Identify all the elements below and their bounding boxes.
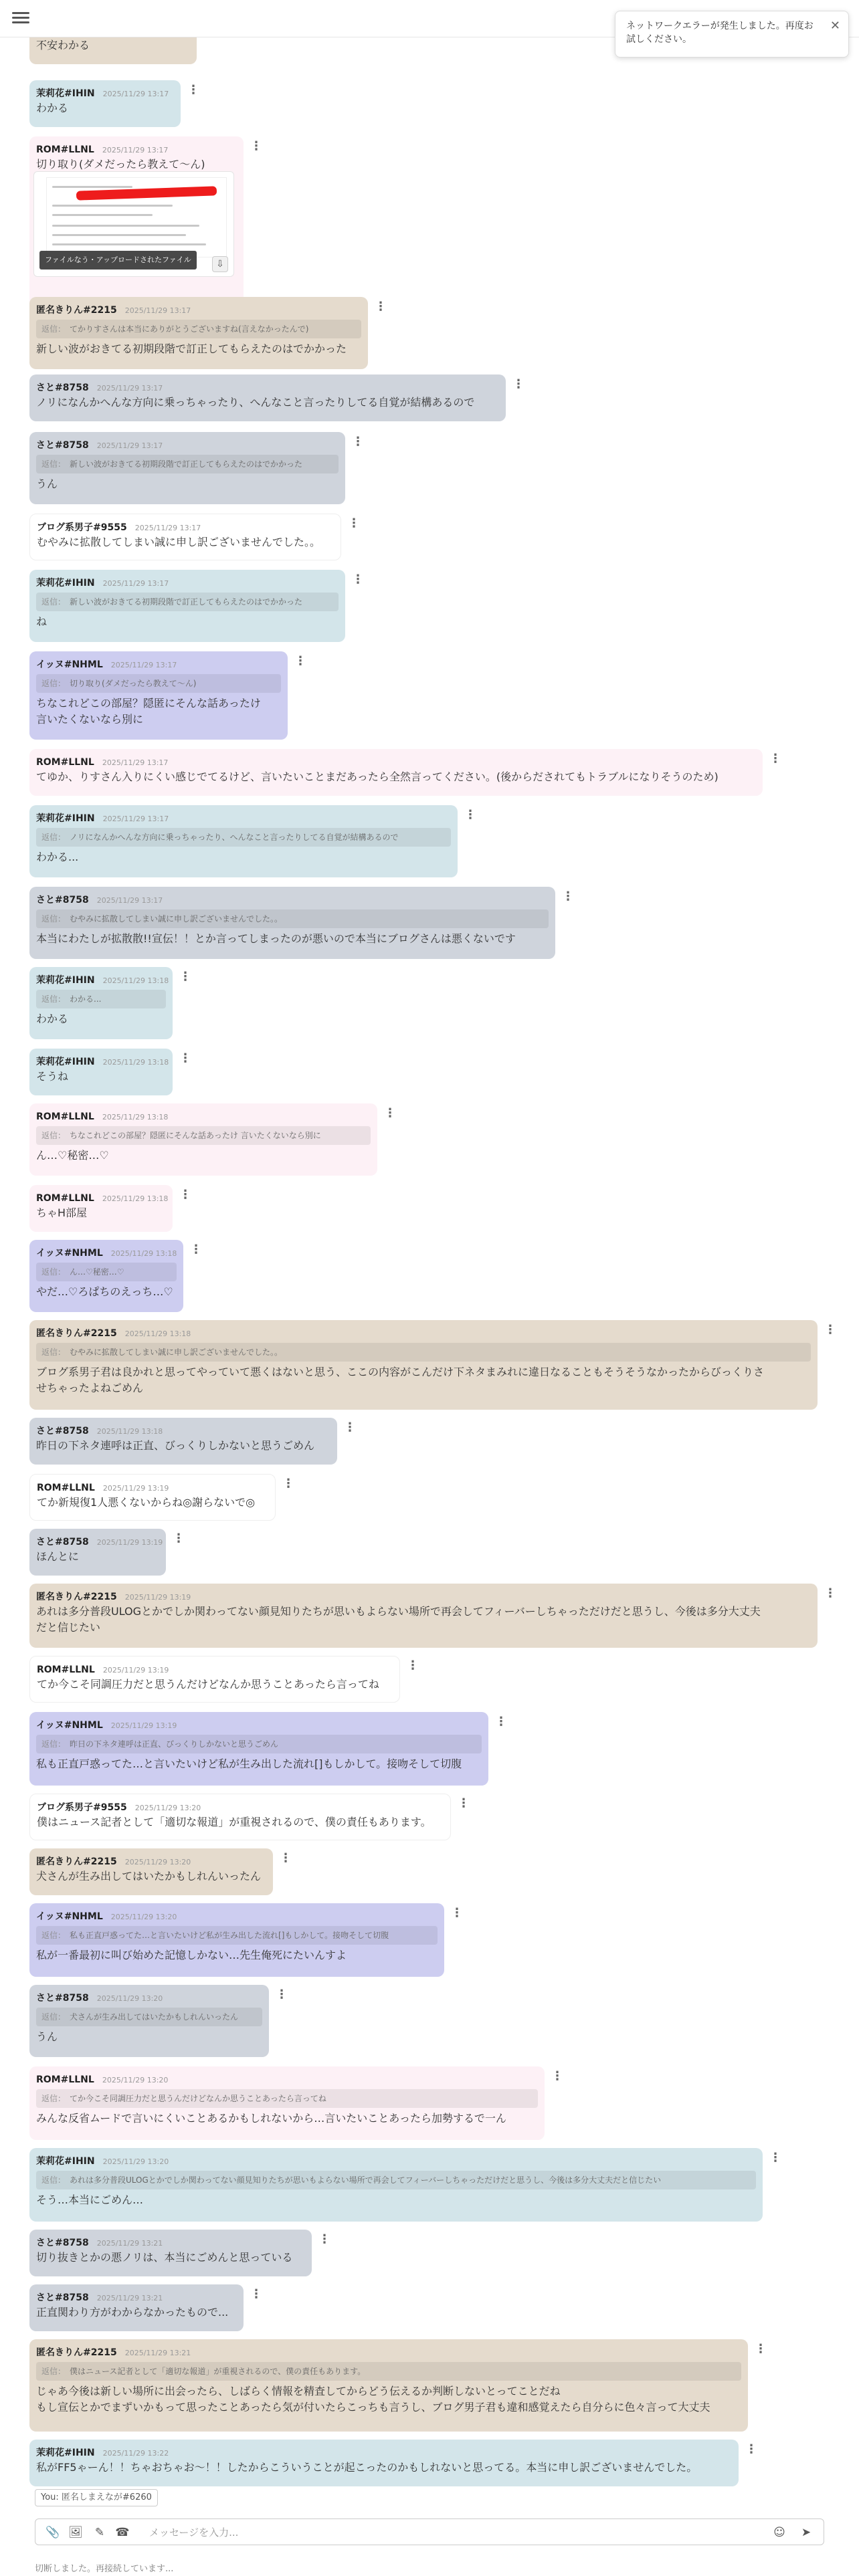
- more-options-icon[interactable]: ⋮: [173, 1531, 185, 1545]
- message-meta: [36, 1423, 330, 1438]
- more-options-icon[interactable]: ⋮: [352, 435, 364, 449]
- reply-label: 返信：: [41, 679, 66, 688]
- reply-quote[interactable]: [36, 909, 549, 928]
- reply-quote[interactable]: [36, 1926, 438, 1945]
- chat-message[interactable]: [29, 514, 341, 560]
- message-author[interactable]: ROM#LLNL: [37, 1483, 95, 1493]
- message-text: うん: [36, 2030, 58, 2043]
- message-text: うん: [36, 477, 58, 490]
- attachment-image: [46, 177, 227, 257]
- chat-message[interactable]: [29, 1985, 269, 2057]
- message-author[interactable]: 茉莉花#IHIN: [36, 2448, 95, 2458]
- message-timestamp: 2025/11/29 13:17: [96, 896, 163, 905]
- message-meta: [36, 1534, 163, 1549]
- message-meta: [36, 2153, 756, 2168]
- reply-quote[interactable]: [36, 1263, 177, 1281]
- reply-text: 昨日の下ネタ連呼は正直、びっくりしかないと思うごめん: [70, 1739, 279, 1749]
- message-text: 切り抜きとかの悪ノリは、本当にごめんと思っている: [36, 2251, 293, 2264]
- reply-text: 新しい波がおきてる初期段階で訂正してもらえたのはでかかった: [70, 459, 303, 469]
- message-author[interactable]: ブログ系男子#9555: [37, 1802, 127, 1813]
- message-timestamp: 2025/11/29 13:19: [102, 1666, 169, 1675]
- chat-message[interactable]: [29, 805, 458, 877]
- reply-label: 返信：: [41, 914, 66, 924]
- message-author[interactable]: ROM#LLNL: [36, 1111, 94, 1122]
- message-timestamp: 2025/11/29 13:18: [110, 1249, 177, 1258]
- reply-label: 返信：: [41, 597, 66, 607]
- chat-message[interactable]: [29, 2339, 748, 2432]
- message-timestamp: 2025/11/29 13:17: [96, 441, 163, 450]
- reply-text: あれは多分普段ULOGとかでしか関わってない顔見知りたちが思いもよらない場所で再会してフィーバーしちゃっただけだと思うし、今後は多分大丈夫だと信じたい: [70, 2175, 662, 2185]
- message-meta: [37, 1662, 393, 1677]
- more-options-icon[interactable]: ⋮: [250, 2287, 262, 2301]
- more-options-icon[interactable]: ⋮: [407, 1658, 419, 1673]
- message-text: ね: [36, 615, 47, 628]
- message-meta: [36, 1589, 811, 1604]
- message-timestamp: 2025/11/29 13:18: [96, 1427, 163, 1436]
- reply-label: 返信：: [41, 1931, 66, 1940]
- reply-text: ノリになんかへんな方向に乗っちゃったり、へんなこと言ったりしてる自覚が結構あるので: [70, 833, 399, 842]
- message-author[interactable]: イッヌ#NHML: [36, 1248, 103, 1259]
- reply-text: てかりすさんは本当にありがとうございますね(言えなかったんで): [70, 324, 309, 334]
- chat-message[interactable]: [29, 1903, 444, 1977]
- message-author[interactable]: さと#8758: [36, 440, 89, 451]
- reply-text: 僕はニュース記者として「適切な報道」が重視されるので、僕の責任もあります。: [70, 2367, 366, 2376]
- message-text: ちゃH部屋: [36, 1206, 88, 1219]
- reply-quote[interactable]: [36, 2089, 538, 2108]
- reply-quote[interactable]: [36, 990, 166, 1008]
- reply-text: 私も正直戸惑ってた…と言いたいけど私が生み出した流れ[]もしかして。接吻そして切腹: [70, 1931, 389, 1940]
- message-timestamp: 2025/11/29 13:17: [102, 579, 169, 588]
- message-text: わかる: [36, 102, 69, 114]
- more-options-icon[interactable]: ⋮: [348, 516, 360, 530]
- message-text: 昨日の下ネタ連呼は正直、びっくりしかないと思うごめん: [36, 1439, 315, 1452]
- error-toast: [615, 11, 849, 58]
- message-text: 私がFF5ゃーん！！ちゃおちゃお～！！したからこういうことが起こったのかもしれないと思ってる。本当に申し訳ございませんでした。: [36, 2461, 698, 2474]
- message-text: ちなこれどこの部屋？隠匿にそんな話あったけ: [36, 697, 261, 710]
- message-author[interactable]: 茉莉花#IHIN: [36, 1057, 95, 1067]
- message-author[interactable]: 茉莉花#IHIN: [36, 578, 95, 588]
- message-author[interactable]: さと#8758: [36, 895, 89, 905]
- emoji-icon[interactable]: ☺: [773, 2526, 785, 2539]
- message-text: てゆか、りすさん入りにくい感じでてるけど、言いたいことまだあったら全然言ってください。(後からだされてもトラブルになりそうのため): [36, 770, 719, 783]
- reply-text: ちなこれどこの部屋？隠匿にそんな話あったけ 言いたくないなら別に: [70, 1131, 321, 1140]
- message-text: やだ…♡ろぱちのえっち…♡: [36, 1285, 173, 1298]
- message-author[interactable]: イッヌ#NHML: [36, 1720, 103, 1731]
- more-options-icon[interactable]: ⋮: [464, 808, 476, 822]
- message-meta: [36, 1054, 169, 1069]
- message-author[interactable]: 茉莉花#IHIN: [36, 975, 95, 986]
- message-meta: [36, 1854, 266, 1868]
- message-timestamp: 2025/11/29 13:20: [96, 1994, 163, 2003]
- reply-quote[interactable]: [36, 2362, 741, 2381]
- message-text: 私も正直戸惑ってた…と言いたいけど私が生み出した流れ[]もしかして。接吻そして切腹: [36, 1757, 462, 1770]
- message-text: そう…本当にごめん…: [36, 2193, 144, 2206]
- more-options-icon[interactable]: ⋮: [179, 1188, 191, 1202]
- chat-message[interactable]: [29, 432, 345, 504]
- connection-status: 切断しました。再接続しています...: [35, 2564, 174, 2574]
- more-options-icon[interactable]: ⋮: [344, 1420, 356, 1434]
- message-author[interactable]: さと#8758: [36, 2292, 89, 2303]
- message-text: 切り取り(ダメだったら教えて〜ん): [36, 158, 205, 171]
- chat-message[interactable]: [29, 1794, 451, 1840]
- message-author[interactable]: ブログ系男子#9555: [37, 522, 127, 533]
- message-meta: [36, 2072, 538, 2086]
- reply-text: てか今こそ同調圧力だと思うんだけどなんか思うことあったら言ってね: [70, 2094, 326, 2103]
- message-meta: [36, 657, 281, 671]
- message-text: せちゃったよねごめん: [36, 1382, 144, 1394]
- message-timestamp: 2025/11/29 13:17: [96, 384, 163, 393]
- chat-message[interactable]: [29, 80, 181, 127]
- message-meta: [36, 142, 237, 156]
- reply-quote[interactable]: [36, 1343, 811, 1362]
- message-author[interactable]: 匿名きりん#2215: [36, 1592, 117, 1602]
- message-timestamp: 2025/11/29 13:20: [110, 1913, 177, 1921]
- reply-quote[interactable]: [36, 593, 339, 611]
- message-timestamp: 2025/11/29 13:17: [134, 524, 201, 532]
- message-meta: [36, 1109, 371, 1123]
- message-author[interactable]: さと#8758: [36, 383, 89, 393]
- message-timestamp: 2025/11/29 13:17: [102, 90, 169, 98]
- reply-label: 返信：: [41, 324, 66, 334]
- message-text: 言いたくないなら別に: [36, 713, 144, 726]
- message-author[interactable]: ROM#LLNL: [36, 1193, 94, 1204]
- chat-message[interactable]: [29, 1320, 818, 1410]
- document-line: [52, 243, 206, 245]
- chat-message[interactable]: [29, 1185, 173, 1232]
- close-icon[interactable]: ✕: [830, 19, 840, 33]
- message-text: だと信じたい: [36, 1621, 101, 1634]
- attachment-caption: ファイルなう・アップロードされたファイル: [39, 251, 197, 270]
- reply-quote[interactable]: [36, 2171, 756, 2189]
- message-author[interactable]: ROM#LLNL: [36, 757, 94, 768]
- message-author[interactable]: さと#8758: [36, 1537, 89, 1547]
- message-timestamp: 2025/11/29 13:20: [134, 1804, 201, 1812]
- message-text: わかる...: [36, 851, 79, 863]
- message-timestamp: 2025/11/29 13:19: [110, 1721, 177, 1730]
- document-line: [52, 214, 153, 216]
- chat-message[interactable]: [29, 2440, 739, 2486]
- message-text: 不安わかる: [36, 39, 90, 51]
- message-meta: [36, 86, 174, 100]
- chat-message[interactable]: [29, 297, 368, 369]
- message-author[interactable]: イッヌ#NHML: [36, 659, 103, 670]
- message-meta: [36, 437, 339, 452]
- message-timestamp: 2025/11/29 13:19: [96, 1538, 163, 1547]
- message-meta: [36, 302, 361, 317]
- more-options-icon[interactable]: ⋮: [451, 1906, 463, 1920]
- message-meta: [36, 892, 549, 907]
- message-author[interactable]: 茉莉花#IHIN: [36, 88, 95, 99]
- composer: [29, 2484, 830, 2556]
- download-icon[interactable]: ⇩: [212, 256, 228, 272]
- message-author[interactable]: さと#8758: [36, 2238, 89, 2248]
- reply-text: わかる...: [70, 994, 102, 1004]
- message-timestamp: 2025/11/29 13:22: [102, 2449, 169, 2458]
- send-icon[interactable]: ➤: [801, 2526, 812, 2539]
- message-timestamp: 2025/11/29 13:17: [124, 306, 191, 315]
- message-meta: [36, 1325, 811, 1340]
- more-options-icon[interactable]: ⋮: [276, 1988, 288, 2002]
- more-options-icon[interactable]: ⋮: [512, 377, 524, 391]
- reply-label: 返信：: [41, 2012, 66, 2022]
- more-options-icon[interactable]: ⋮: [187, 83, 199, 97]
- chat-message[interactable]: [29, 374, 506, 421]
- message-meta: [36, 2235, 305, 2250]
- message-meta: [36, 2290, 237, 2304]
- more-options-icon[interactable]: ⋮: [745, 2442, 757, 2456]
- reply-label: 返信：: [41, 833, 66, 842]
- chat-message[interactable]: [29, 2230, 312, 2276]
- chat-message[interactable]: [29, 1240, 183, 1312]
- message-feed[interactable]: [29, 27, 836, 2478]
- message-timestamp: 2025/11/29 13:20: [102, 2157, 169, 2166]
- more-options-icon[interactable]: ⋮: [375, 300, 387, 314]
- message-meta: [37, 1800, 444, 1814]
- chat-message[interactable]: [29, 2066, 545, 2140]
- message-text: むやみに拡散してしまい誠に申し訳ございませんでした。。: [37, 536, 321, 548]
- message-author[interactable]: 匿名きりん#2215: [36, 2347, 117, 2358]
- document-line: [52, 205, 173, 207]
- reply-quote[interactable]: [36, 674, 281, 693]
- message-timestamp: 2025/11/29 13:19: [124, 1593, 191, 1602]
- more-options-icon[interactable]: ⋮: [282, 1477, 294, 1491]
- paperclip-icon[interactable]: 📎: [45, 2526, 60, 2539]
- message-timestamp: 2025/11/29 13:17: [102, 758, 169, 767]
- message-meta: [36, 1717, 482, 1732]
- chat-message[interactable]: [29, 1584, 818, 1648]
- message-timestamp: 2025/11/29 13:19: [102, 1484, 169, 1493]
- message-author[interactable]: イッヌ#NHML: [36, 1911, 103, 1922]
- toast-message: ネットワークエラーが発生しました。再度お試しください。: [626, 21, 814, 45]
- more-options-icon[interactable]: ⋮: [458, 1796, 470, 1810]
- reply-label: 返信：: [41, 1739, 66, 1749]
- message-input[interactable]: [149, 2524, 738, 2541]
- reply-quote[interactable]: [36, 455, 339, 473]
- message-text: ノリになんかへんな方向に乗っちゃったり、へんなこと言ったりしてる自覚が結構あるので: [36, 396, 475, 409]
- message-text: あれは多分普段ULOGとかでしか関わってない顔見知りたちが思いもよらない場所で再会してフィーバーしちゃっただけだと思うし、今後は多分大丈夫: [36, 1605, 761, 1618]
- message-timestamp: 2025/11/29 13:21: [96, 2294, 163, 2302]
- message-text: 犬さんが生み出してはいたかもしれんいったん: [36, 1870, 262, 1883]
- more-options-icon[interactable]: ⋮: [179, 1051, 191, 1065]
- message-timestamp: 2025/11/29 13:20: [124, 1858, 191, 1866]
- chat-message[interactable]: [29, 967, 173, 1039]
- message-meta: [36, 2445, 732, 2460]
- reply-label: 返信：: [41, 1267, 66, 1277]
- redaction-bar: [76, 186, 217, 200]
- reply-label: 返信：: [41, 2367, 66, 2376]
- reply-text: 新しい波がおきてる初期段階で訂正してもらえたのはでかかった: [70, 597, 303, 607]
- message-meta: [36, 575, 339, 590]
- message-text: ん…♡秘密…♡: [36, 1149, 109, 1162]
- image-icon[interactable]: 🖼: [68, 2526, 83, 2539]
- more-options-icon[interactable]: ⋮: [384, 1106, 396, 1120]
- chat-message[interactable]: [29, 749, 763, 796]
- message-author[interactable]: 茉莉花#IHIN: [36, 2156, 95, 2167]
- more-options-icon[interactable]: ⋮: [495, 1715, 507, 1729]
- reply-text: ん…♡秘密…♡: [70, 1267, 124, 1277]
- message-author[interactable]: さと#8758: [36, 1426, 89, 1436]
- message-text: わかる: [36, 1012, 69, 1025]
- more-options-icon[interactable]: ⋮: [179, 970, 191, 984]
- reply-label: 返信：: [41, 2175, 66, 2185]
- message-text: 僕はニュース記者として「適切な報道」が重視されるので、僕の責任もあります。: [37, 1816, 432, 1828]
- message-text: 本当にわたしが拡散散!!宣伝！！とか言ってしまったのが悪いので本当にブログさんは悪くないです: [36, 932, 516, 945]
- reply-text: 犬さんが生み出してはいたかもしれんいったん: [70, 2012, 239, 2022]
- message-timestamp: 2025/11/29 13:18: [102, 1113, 169, 1121]
- message-author[interactable]: ROM#LLNL: [36, 2074, 94, 2085]
- message-text: みんな反省ムードで言いにくいことあるかもしれないから…言いたいことあったら加勢するで一ん: [36, 2112, 506, 2125]
- message-timestamp: 2025/11/29 13:18: [102, 1194, 169, 1203]
- message-author[interactable]: 茉莉花#IHIN: [36, 813, 95, 824]
- reply-label: 返信：: [41, 1131, 66, 1140]
- message-meta: [36, 380, 499, 395]
- chat-message[interactable]: [29, 887, 555, 959]
- message-meta: [36, 811, 451, 825]
- reply-quote[interactable]: [36, 320, 361, 338]
- chat-message[interactable]: [29, 136, 244, 318]
- more-options-icon[interactable]: ⋮: [824, 1323, 836, 1337]
- chat-message[interactable]: [29, 1103, 377, 1176]
- more-options-icon[interactable]: ⋮: [250, 139, 262, 153]
- more-options-icon[interactable]: ⋮: [562, 889, 574, 903]
- more-options-icon[interactable]: ⋮: [190, 1243, 202, 1257]
- message-meta: [36, 972, 169, 987]
- more-options-icon[interactable]: ⋮: [352, 572, 364, 586]
- message-meta: [37, 520, 334, 534]
- more-options-icon[interactable]: ⋮: [824, 1586, 836, 1600]
- message-author[interactable]: ROM#LLNL: [37, 1665, 95, 1675]
- reply-quote[interactable]: [36, 2008, 262, 2026]
- attachment-preview[interactable]: [33, 171, 234, 277]
- message-author[interactable]: さと#8758: [36, 1993, 89, 2004]
- message-text: もし宣伝とかでまずいかもって思ったことあったら気が付いたらこっちも言うし、ブログ男子君も違和感覚えたら自分らに色々言って大丈夫: [36, 2401, 710, 2413]
- message-text: ほんとに: [36, 1550, 80, 1563]
- message-timestamp: 2025/11/29 13:20: [102, 2076, 169, 2084]
- more-options-icon[interactable]: ⋮: [769, 2151, 781, 2165]
- message-timestamp: 2025/11/29 13:17: [102, 146, 169, 154]
- reply-label: 返信：: [41, 994, 66, 1004]
- message-meta: [36, 1190, 169, 1205]
- message-author[interactable]: 匿名きりん#2215: [36, 305, 117, 316]
- message-text: 私が一番最初に叫び始めた記憶しかない…先生俺死にたいんすよ: [36, 1949, 347, 1961]
- reply-text: むやみに拡散してしまい誠に申し訳ございませんでした。。: [70, 914, 283, 924]
- message-timestamp: 2025/11/29 13:18: [102, 1058, 169, 1067]
- reply-text: 切り取り(ダメだったら教えて〜ん): [70, 679, 197, 688]
- message-timestamp: 2025/11/29 13:21: [96, 2239, 163, 2248]
- message-meta: [36, 1245, 177, 1260]
- more-options-icon[interactable]: ⋮: [294, 654, 306, 668]
- message-text: てか新規復1人悪くないからね◎謝らないで◎: [37, 1496, 256, 1509]
- message-text: ブログ系男子君は良かれと思ってやっていて悪くはないと思う、ここの内容がこんだけ下ネタまみれに違日なることもそうそうなかったからびっくりさ: [36, 1366, 765, 1378]
- message-timestamp: 2025/11/29 13:21: [124, 2349, 191, 2357]
- message-text: そうね: [36, 1070, 69, 1083]
- reply-quote[interactable]: [36, 828, 451, 847]
- chat-message[interactable]: [29, 1049, 173, 1095]
- chat-message[interactable]: [29, 570, 345, 642]
- chat-message[interactable]: [29, 2284, 244, 2331]
- reply-quote[interactable]: [36, 1126, 371, 1145]
- document-line: [52, 225, 199, 227]
- more-options-icon[interactable]: ⋮: [280, 1851, 292, 1865]
- message-text: てか今こそ同調圧力だと思うんだけどなんか思うことあったら言ってね: [37, 1678, 379, 1691]
- message-meta: [37, 1480, 268, 1495]
- chat-message[interactable]: [29, 651, 288, 740]
- more-options-icon[interactable]: ⋮: [551, 2069, 563, 2083]
- message-author[interactable]: 匿名きりん#2215: [36, 1328, 117, 1339]
- reply-label: 返信：: [41, 459, 66, 469]
- message-author[interactable]: ROM#LLNL: [36, 144, 94, 155]
- message-timestamp: 2025/11/29 13:17: [110, 661, 177, 669]
- more-options-icon[interactable]: ⋮: [318, 2232, 330, 2246]
- document-line: [52, 186, 132, 188]
- menu-icon[interactable]: [12, 9, 29, 24]
- message-meta: [36, 1909, 438, 1923]
- chat-message[interactable]: [29, 1474, 276, 1521]
- phone-icon[interactable]: ☎: [115, 2526, 130, 2539]
- message-input-bar: [35, 2518, 824, 2545]
- reply-label: 返信：: [41, 1348, 66, 1357]
- message-meta: [36, 2345, 741, 2359]
- chat-message[interactable]: [29, 1418, 337, 1465]
- message-text: 新しい波がおきてる初期段階で訂正してもらえたのはでかかった: [36, 342, 347, 355]
- chat-message[interactable]: [29, 1848, 273, 1895]
- message-text: じゃあ今後は新しい場所に出会ったら、しばらく情報を精査してからどう伝えるか判断しないとってことだね: [36, 2385, 561, 2397]
- reply-to-chip[interactable]: You: 匿名しまえなが#6260: [35, 2489, 158, 2506]
- message-timestamp: 2025/11/29 13:18: [102, 976, 169, 985]
- message-meta: [36, 754, 756, 769]
- reply-quote[interactable]: [36, 1735, 482, 1753]
- more-options-icon[interactable]: ⋮: [755, 2342, 767, 2356]
- message-timestamp: 2025/11/29 13:18: [124, 1329, 191, 1338]
- message-meta: [36, 1990, 262, 2005]
- message-author[interactable]: 匿名きりん#2215: [36, 1856, 117, 1867]
- chat-message[interactable]: [29, 1656, 400, 1703]
- more-options-icon[interactable]: ⋮: [769, 752, 781, 766]
- reply-label: 返信：: [41, 2094, 66, 2103]
- reply-text: むやみに拡散してしまい誠に申し訳ございませんでした。。: [70, 1348, 283, 1357]
- chat-message[interactable]: [29, 1712, 488, 1786]
- pen-icon[interactable]: ✎: [94, 2526, 105, 2539]
- document-line: [52, 234, 186, 236]
- chat-message[interactable]: [29, 1529, 166, 1576]
- message-timestamp: 2025/11/29 13:17: [102, 815, 169, 823]
- message-text: 正直関わり方がわからなかったもので...: [36, 2306, 229, 2319]
- chat-message[interactable]: [29, 2148, 763, 2222]
